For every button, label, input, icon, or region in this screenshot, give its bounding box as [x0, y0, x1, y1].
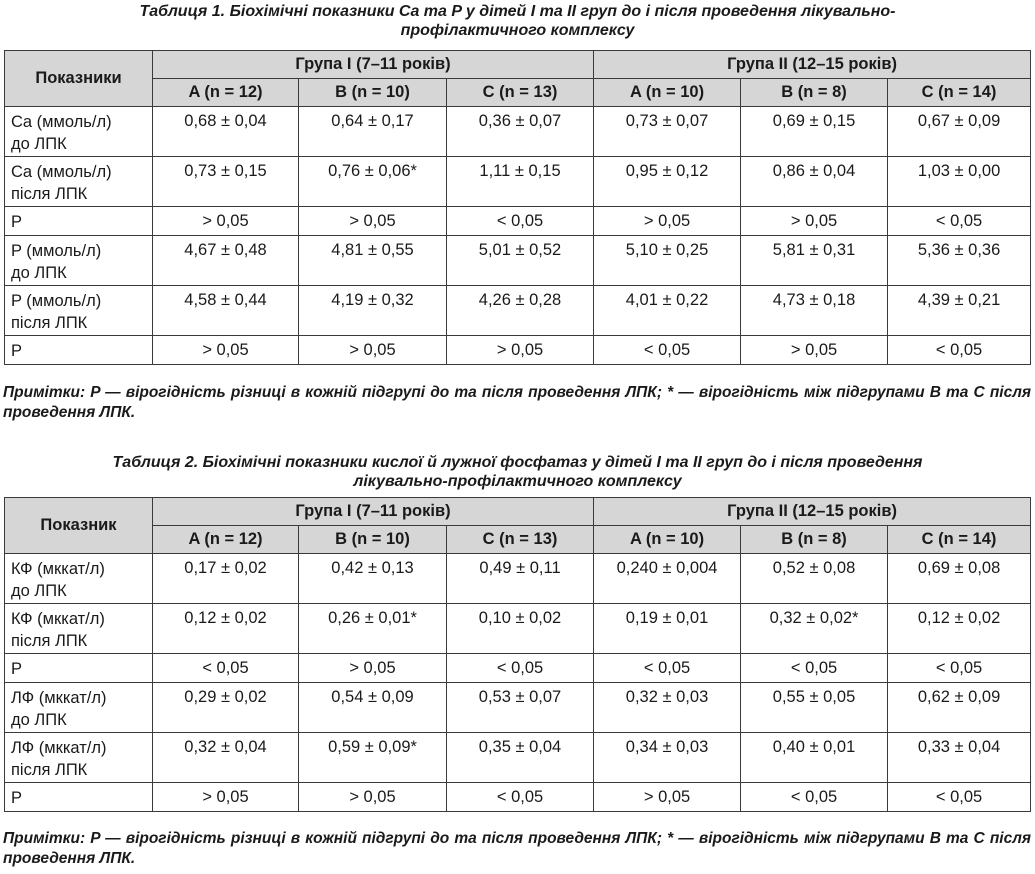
table2-subgroup-header: A (n = 10)	[594, 526, 741, 554]
table2-cell: 0,32 ± 0,03	[594, 683, 741, 733]
table2-subgroup-header: C (n = 14)	[888, 526, 1031, 554]
table2-group1-header: Група I (7–11 років)	[153, 498, 594, 526]
table1-header-label: Показники	[5, 51, 153, 107]
table1-cell: 0,86 ± 0,04	[741, 157, 888, 207]
table1-row-label	[5, 336, 153, 365]
table2-row	[5, 554, 1031, 604]
table2-cell: 0,40 ± 0,01	[741, 733, 888, 783]
table2	[4, 497, 1031, 812]
table1-cell: > 0,05	[741, 207, 888, 236]
table1	[4, 50, 1031, 365]
table2-cell: 0,32 ± 0,02*	[741, 604, 888, 654]
table1-subgroup-header-row	[5, 79, 1031, 107]
row-label-line1: Ca (ммоль/л)	[11, 163, 112, 181]
row-label-line1: P	[11, 789, 23, 807]
row-label-line1: ЛФ (мккат/л)	[11, 739, 107, 757]
table1-cell: 4,81 ± 0,55	[299, 236, 447, 286]
table1-cell: 0,73 ± 0,15	[153, 157, 299, 207]
table2-row	[5, 783, 1031, 812]
row-label-line1: P	[11, 342, 23, 360]
table1-cell: < 0,05	[447, 207, 594, 236]
table1-body	[5, 107, 1031, 365]
table2-subgroup-header: B (n = 8)	[741, 526, 888, 554]
table2-cell: 0,55 ± 0,05	[741, 683, 888, 733]
table2-row-label	[5, 654, 153, 683]
table1-cell: 0,73 ± 0,07	[594, 107, 741, 157]
table1-cell: > 0,05	[153, 207, 299, 236]
table2-cell: > 0,05	[594, 783, 741, 812]
table2-cell: 0,33 ± 0,04	[888, 733, 1031, 783]
table2-row	[5, 683, 1031, 733]
table2-cell: < 0,05	[741, 783, 888, 812]
row-label-line2: після ЛПК	[11, 761, 88, 779]
table2-cell: 0,35 ± 0,04	[447, 733, 594, 783]
table1-row	[5, 236, 1031, 286]
table1-row-label	[5, 107, 153, 157]
table2-note: Примітки: P — вірогідність різниці в кожній підгрупі до та після проведення ЛПК; * — вірогідність між підгрупами B та C після проведення ЛПК.	[3, 830, 1031, 867]
table1-cell: 4,58 ± 0,44	[153, 286, 299, 336]
table2-cell: 0,240 ± 0,004	[594, 554, 741, 604]
table2-cell: 0,10 ± 0,02	[447, 604, 594, 654]
row-label-line1: P	[11, 660, 23, 678]
table1-cell: > 0,05	[299, 207, 447, 236]
table1-cell: 0,69 ± 0,15	[741, 107, 888, 157]
table1-cell: > 0,05	[741, 336, 888, 365]
table1-group1-header: Група I (7–11 років)	[153, 51, 594, 79]
table2-group2-header: Група II (12–15 років)	[594, 498, 1031, 526]
table2-cell: < 0,05	[594, 654, 741, 683]
table2-cell: < 0,05	[153, 654, 299, 683]
table2-cell: 0,52 ± 0,08	[741, 554, 888, 604]
row-label-line2: до ЛПК	[11, 582, 67, 600]
table1-cell: 1,11 ± 0,15	[447, 157, 594, 207]
table2-row	[5, 604, 1031, 654]
table1-cell: 0,68 ± 0,04	[153, 107, 299, 157]
table2-cell: < 0,05	[741, 654, 888, 683]
table2-cell: 0,26 ± 0,01*	[299, 604, 447, 654]
table2-header-label: Показник	[5, 498, 153, 554]
table1-cell: 0,36 ± 0,07	[447, 107, 594, 157]
table1-subgroup-header: A (n = 12)	[153, 79, 299, 107]
row-label-line1: ЛФ (мккат/л)	[11, 689, 107, 707]
table2-cell: 0,53 ± 0,07	[447, 683, 594, 733]
table2-cell: 0,69 ± 0,08	[888, 554, 1031, 604]
table1-cell: 4,73 ± 0,18	[741, 286, 888, 336]
table1-cell: > 0,05	[594, 207, 741, 236]
table1-cell: < 0,05	[594, 336, 741, 365]
table2-cell: 0,32 ± 0,04	[153, 733, 299, 783]
table2-cell: < 0,05	[888, 783, 1031, 812]
row-label-line2: після ЛПК	[11, 632, 88, 650]
table2-row-label	[5, 554, 153, 604]
table1-cell: 1,03 ± 0,00	[888, 157, 1031, 207]
table1-caption-line2: профілактичного комплексу	[400, 22, 635, 39]
table1-cell: 4,19 ± 0,32	[299, 286, 447, 336]
table2-subgroup-header: C (n = 13)	[447, 526, 594, 554]
table2-caption-line2: лікувально-профілактичного комплексу	[353, 473, 682, 490]
table2-caption	[0, 453, 1035, 491]
table2-caption-line1: Таблиця 2. Біохімічні показники кислої й лужної фосфатаз у дітей I та II груп до і після проведення	[112, 454, 923, 471]
table2-row	[5, 654, 1031, 683]
table2-cell: 0,19 ± 0,01	[594, 604, 741, 654]
table2-cell: < 0,05	[447, 654, 594, 683]
table2-cell: 0,59 ± 0,09*	[299, 733, 447, 783]
table1-caption-line1: Таблиця 1. Біохімічні показники Ca та P у дітей I та II груп до і після проведення лікувально-	[139, 3, 896, 20]
table2-group-header-row	[5, 498, 1031, 526]
table2-cell: 0,29 ± 0,02	[153, 683, 299, 733]
row-label-line1: P	[11, 213, 23, 231]
row-label-line2: до ЛПК	[11, 711, 67, 729]
table2-body	[5, 554, 1031, 812]
table1-cell: 0,76 ± 0,06*	[299, 157, 447, 207]
table1-cell: 4,26 ± 0,28	[447, 286, 594, 336]
table1-caption	[0, 2, 1035, 40]
table2-cell: 0,49 ± 0,11	[447, 554, 594, 604]
table2-cell: 0,42 ± 0,13	[299, 554, 447, 604]
table1-cell: < 0,05	[888, 207, 1031, 236]
table1-row-label	[5, 286, 153, 336]
table2-row-label	[5, 683, 153, 733]
table1-subgroup-header: C (n = 14)	[888, 79, 1031, 107]
table1-cell: 5,81 ± 0,31	[741, 236, 888, 286]
table2-row	[5, 733, 1031, 783]
table2-row-label	[5, 604, 153, 654]
table1-row-label	[5, 157, 153, 207]
table2-cell: > 0,05	[299, 783, 447, 812]
row-label-line1: Ca (ммоль/л)	[11, 113, 112, 131]
table2-cell: 0,12 ± 0,02	[888, 604, 1031, 654]
table1-cell: 0,95 ± 0,12	[594, 157, 741, 207]
table2-row-label	[5, 733, 153, 783]
table1-row	[5, 286, 1031, 336]
table1-cell: 0,64 ± 0,17	[299, 107, 447, 157]
table1-subgroup-header: A (n = 10)	[594, 79, 741, 107]
table2-cell: 0,62 ± 0,09	[888, 683, 1031, 733]
table2-subgroup-header-row	[5, 526, 1031, 554]
table2-cell: < 0,05	[888, 654, 1031, 683]
table1-cell: 4,39 ± 0,21	[888, 286, 1031, 336]
row-label-line1: P (ммоль/л)	[11, 292, 102, 310]
table1-cell: > 0,05	[299, 336, 447, 365]
table1-cell: 0,67 ± 0,09	[888, 107, 1031, 157]
table1-group-header-row	[5, 51, 1031, 79]
table2-cell: 0,54 ± 0,09	[299, 683, 447, 733]
table2-cell: > 0,05	[153, 783, 299, 812]
table1-row-label	[5, 236, 153, 286]
table1-cell: > 0,05	[447, 336, 594, 365]
table2-cell: < 0,05	[447, 783, 594, 812]
table1-subgroup-header: B (n = 8)	[741, 79, 888, 107]
row-label-line2: до ЛПК	[11, 264, 67, 282]
table2-cell: 0,17 ± 0,02	[153, 554, 299, 604]
row-label-line2: після ЛПК	[11, 185, 88, 203]
table2-cell: > 0,05	[299, 654, 447, 683]
table1-cell: 5,10 ± 0,25	[594, 236, 741, 286]
table1-cell: 4,67 ± 0,48	[153, 236, 299, 286]
table1-subgroup-header: C (n = 13)	[447, 79, 594, 107]
table1-row	[5, 157, 1031, 207]
table1-cell: 4,01 ± 0,22	[594, 286, 741, 336]
table2-subgroup-header: B (n = 10)	[299, 526, 447, 554]
table1-note: Примітки: P — вірогідність різниці в кожній підгрупі до та після проведення ЛПК; * — вірогідність між підгрупами B та C після проведення ЛПК.	[3, 384, 1031, 421]
table1-subgroup-header: B (n = 10)	[299, 79, 447, 107]
table1-row	[5, 107, 1031, 157]
table2-subgroup-header: A (n = 12)	[153, 526, 299, 554]
table2-row-label	[5, 783, 153, 812]
row-label-line2: до ЛПК	[11, 135, 67, 153]
table1-cell: > 0,05	[153, 336, 299, 365]
table1-group2-header: Група II (12–15 років)	[594, 51, 1031, 79]
table2-cell: 0,12 ± 0,02	[153, 604, 299, 654]
row-label-line1: P (ммоль/л)	[11, 242, 102, 260]
table2-cell: 0,34 ± 0,03	[594, 733, 741, 783]
table1-cell: < 0,05	[888, 336, 1031, 365]
table1-row	[5, 207, 1031, 236]
row-label-line1: КФ (мккат/л)	[11, 560, 105, 578]
row-label-line1: КФ (мккат/л)	[11, 610, 105, 628]
table1-cell: 5,01 ± 0,52	[447, 236, 594, 286]
table1-cell: 5,36 ± 0,36	[888, 236, 1031, 286]
row-label-line2: після ЛПК	[11, 314, 88, 332]
table1-row-label	[5, 207, 153, 236]
table1-row	[5, 336, 1031, 365]
